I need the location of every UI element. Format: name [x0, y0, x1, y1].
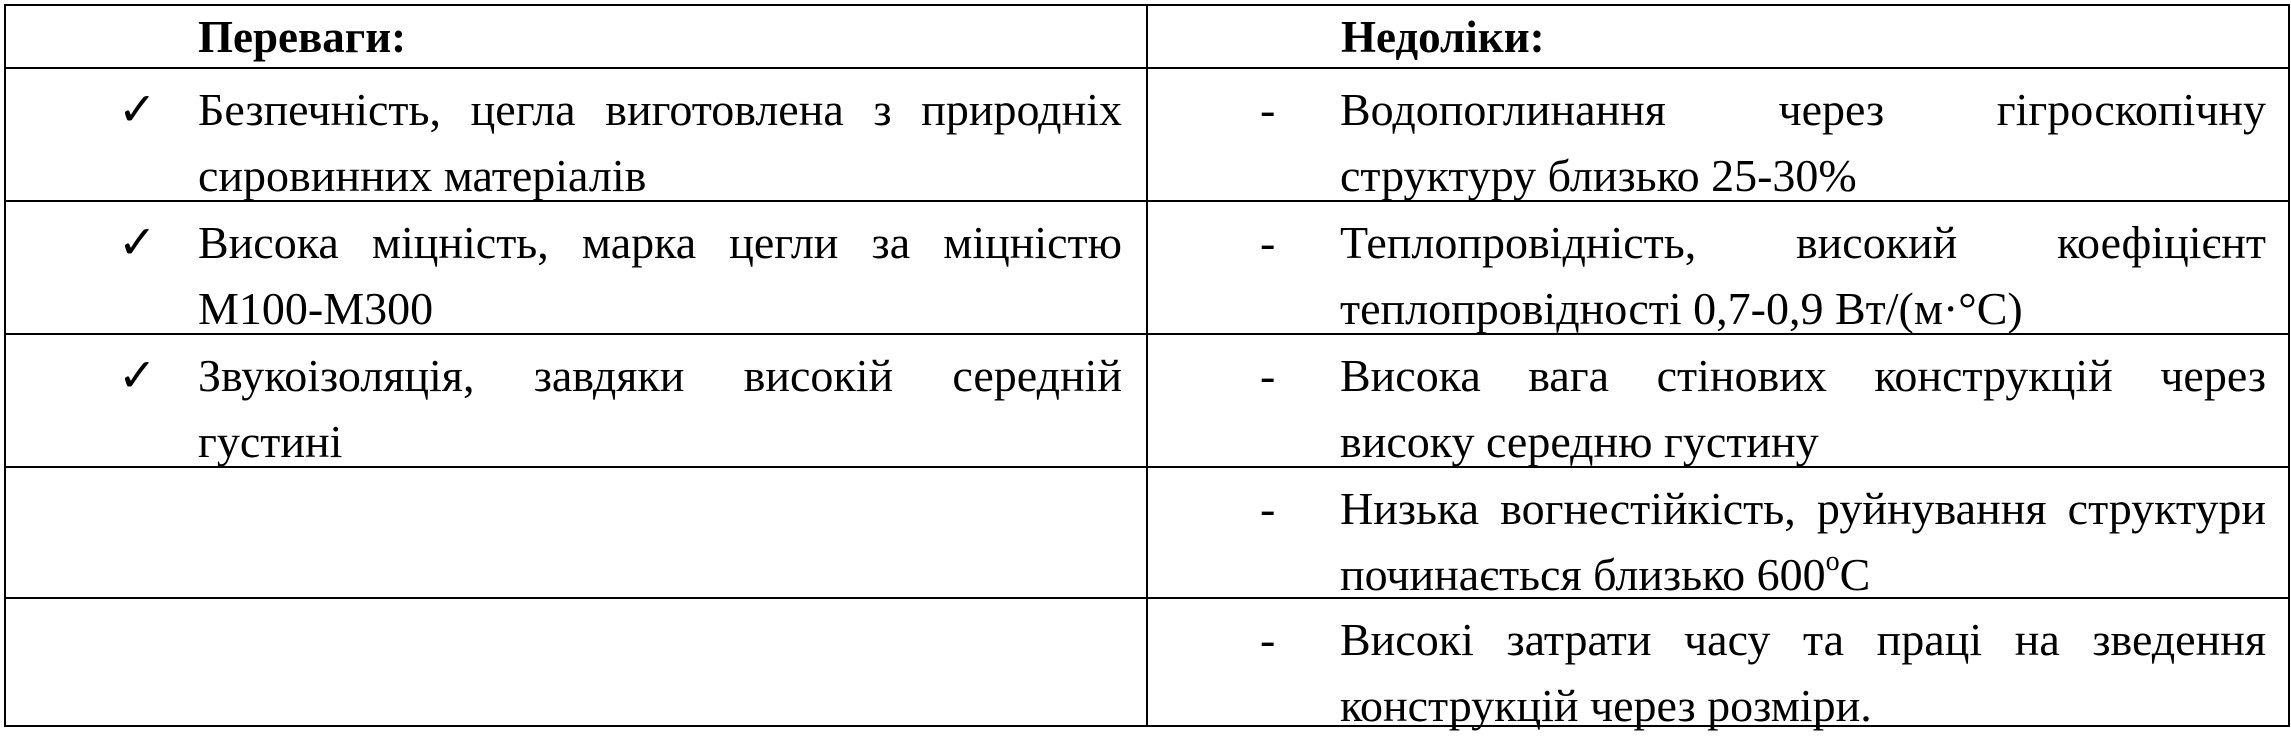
disadvantage-text: Теплопровідність, високий коефіцієнт теплопровідності 0,7-0,9 Вт/(м·°С)	[1340, 217, 2266, 334]
header-row	[5, 5, 2289, 68]
disadvantage-text	[1340, 476, 2266, 608]
dash-bullet: -	[1260, 614, 1276, 665]
checkmark-icon: ✓	[118, 350, 157, 401]
advantage-cell-empty	[5, 467, 1147, 598]
disadvantages-header-cell	[1147, 5, 2289, 68]
dash-bullet: -	[1260, 84, 1276, 135]
advantages-header-cell	[5, 5, 1147, 68]
table-row	[5, 467, 2289, 598]
table-row	[5, 68, 2289, 201]
degree-superscript: о	[1825, 545, 1840, 577]
advantage-text: Безпечність, цегла виготовлена з природніх сировинних матеріалів	[198, 84, 1122, 201]
table-row	[5, 201, 2289, 334]
disadvantage-cell	[1147, 467, 2289, 598]
advantage-cell	[5, 334, 1147, 467]
advantage-text: Звукоізоляція, завдяки високій середній густині	[198, 350, 1122, 467]
disadvantage-cell	[1147, 201, 2289, 334]
disadvantage-cell	[1147, 334, 2289, 467]
disadvantage-text-main: Низька вогнестійкість, руйнування структури починається близько 600	[1340, 483, 2266, 600]
disadvantage-text: Висока вага стінових конструкцій через високу середню густину	[1340, 350, 2266, 467]
advantages-header: Переваги:	[198, 12, 407, 62]
disadvantage-cell	[1147, 68, 2289, 201]
disadvantage-text-unit: С	[1839, 549, 1871, 600]
pros-cons-table	[4, 4, 2290, 731]
disadvantage-text: Високі затрати часу та праці на зведення конструкцій через розміри.	[1340, 614, 2266, 731]
advantage-cell	[5, 201, 1147, 334]
disadvantage-cell	[1147, 598, 2289, 731]
table-row	[5, 334, 2289, 467]
checkmark-icon: ✓	[118, 217, 157, 268]
table-row	[5, 598, 2289, 726]
dash-bullet: -	[1260, 350, 1276, 401]
dash-bullet: -	[1260, 217, 1276, 268]
checkmark-icon: ✓	[118, 84, 157, 135]
advantage-cell-empty	[5, 598, 1147, 726]
advantage-text: Висока міцність, марка цегли за міцністю М100-М300	[198, 217, 1122, 334]
disadvantage-text: Водопоглинання через гігроскопічну структуру близько 25-30%	[1340, 84, 2266, 201]
advantage-cell	[5, 68, 1147, 201]
dash-bullet: -	[1260, 483, 1276, 534]
disadvantages-header: Недоліки:	[1341, 12, 1545, 62]
